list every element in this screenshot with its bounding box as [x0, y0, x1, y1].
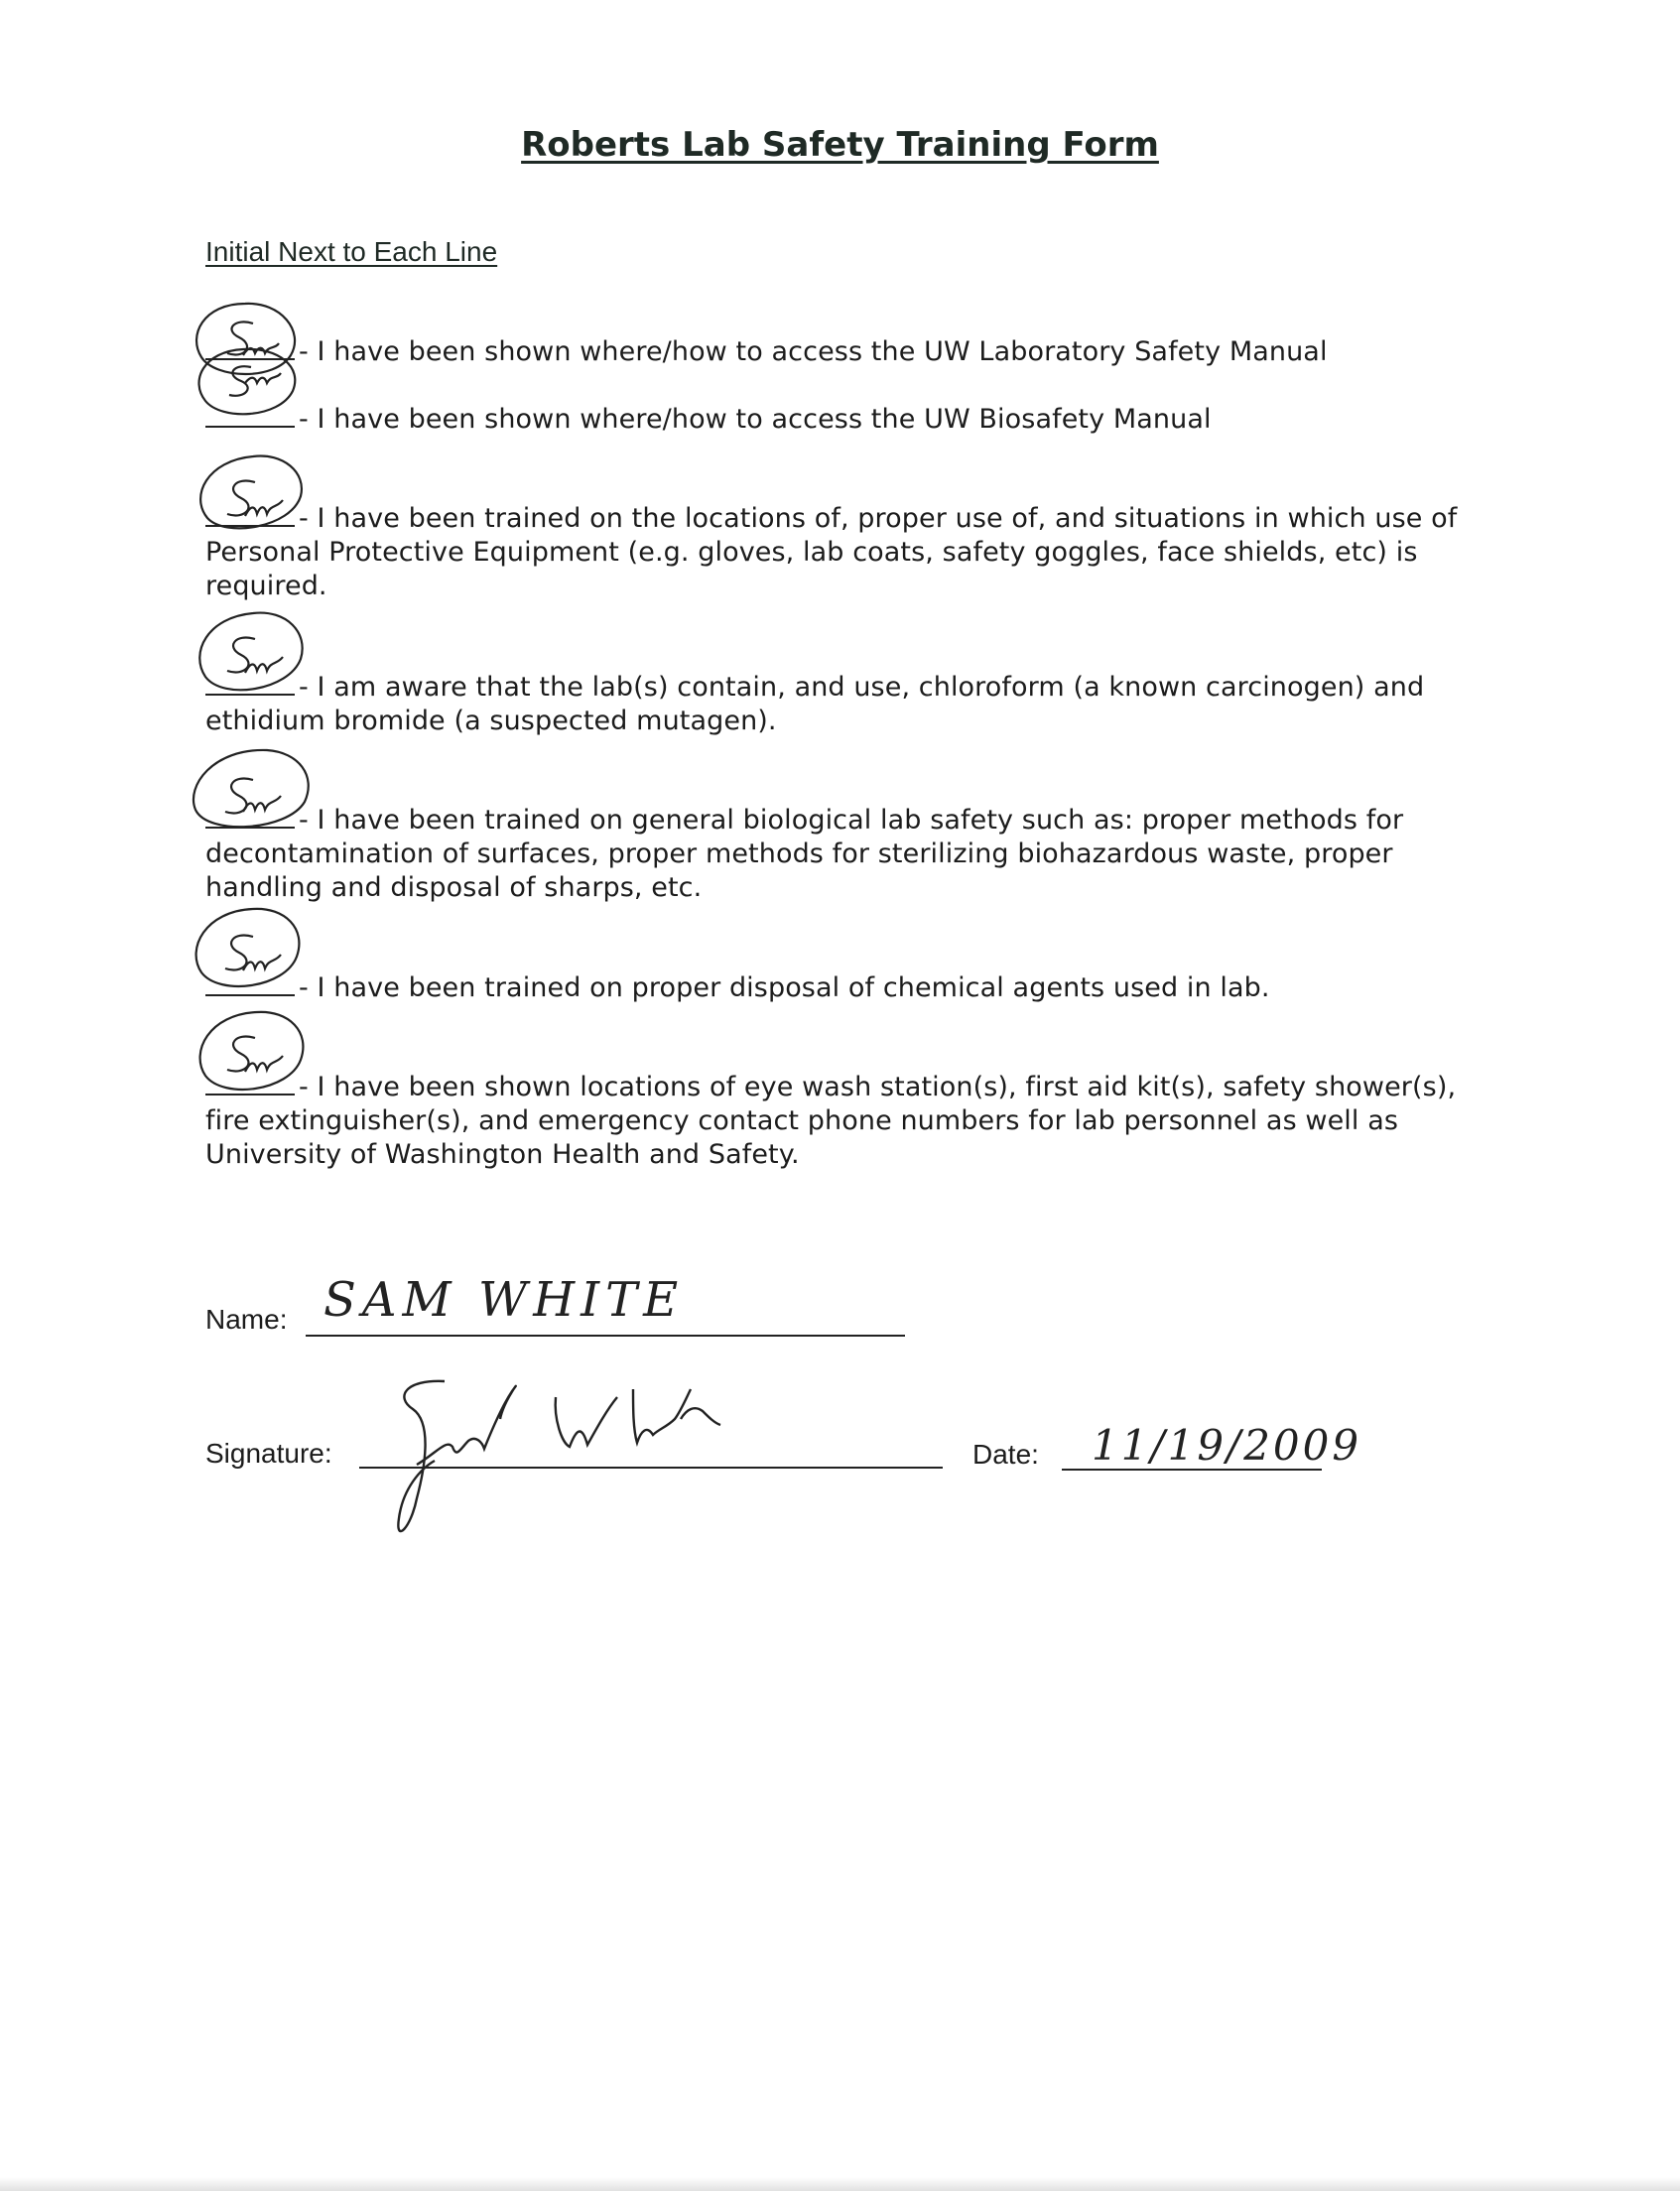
checklist-item-text: - I am aware that the lab(s) contain, and use, chloroform (a known carcinogen) and ethidium bromide (a suspected mutagen). — [205, 672, 1425, 736]
signature-label: Signature: — [205, 1438, 332, 1469]
checklist-item-3 — [205, 502, 1486, 603]
checklist-item-text: - I have been trained on the locations of, proper use of, and situations in which use of Personal Protective Equipment (e.g. gloves, lab coats, safety goggles, face shields, etc) is required. — [205, 503, 1458, 601]
checklist-item-text: - I have been trained on general biological lab safety such as: proper methods for decontamination of surfaces, proper methods for sterilizing biohazardous waste, proper handling and disposal of sharps, etc. — [205, 805, 1404, 903]
name-label: Name: — [205, 1304, 288, 1335]
date-value[interactable]: 11/19/2009 — [1092, 1421, 1362, 1470]
date-label: Date: — [972, 1439, 1039, 1470]
checklist-item-2 — [205, 403, 1486, 437]
handwritten-initials — [184, 746, 313, 845]
handwritten-initials — [184, 607, 313, 707]
handwritten-initials — [184, 337, 313, 437]
checklist-item-text: - I have been shown where/how to access the UW Laboratory Safety Manual — [299, 336, 1328, 367]
checklist-item-5 — [205, 804, 1486, 905]
handwritten-initials — [182, 903, 311, 1002]
checklist-item-text: - I have been shown where/how to access the UW Biosafety Manual — [299, 404, 1212, 435]
handwritten-signature[interactable] — [377, 1369, 794, 1548]
name-line — [306, 1335, 905, 1337]
form-title: Roberts Lab Safety Training Form — [521, 125, 1159, 165]
instruction-heading: Initial Next to Each Line — [205, 236, 498, 267]
handwritten-initials — [184, 449, 313, 548]
checklist-item-6 — [205, 971, 1486, 1005]
checklist-item-text: - I have been shown locations of eye wash station(s), first aid kit(s), safety shower(s), fire extinguisher(s), and emergency contact phone numbers for lab personnel as well as University of Washington Health and Safety. — [205, 1072, 1457, 1170]
name-value[interactable]: SAM WHITE — [323, 1272, 685, 1328]
checklist-item-7 — [205, 1071, 1486, 1172]
handwritten-initials — [184, 1006, 313, 1105]
checklist-item-text: - I have been trained on proper disposal of chemical agents used in lab. — [299, 972, 1270, 1003]
scan-edge — [0, 2177, 1680, 2191]
checklist-item-1 — [205, 335, 1486, 369]
checklist-item-4 — [205, 671, 1486, 738]
